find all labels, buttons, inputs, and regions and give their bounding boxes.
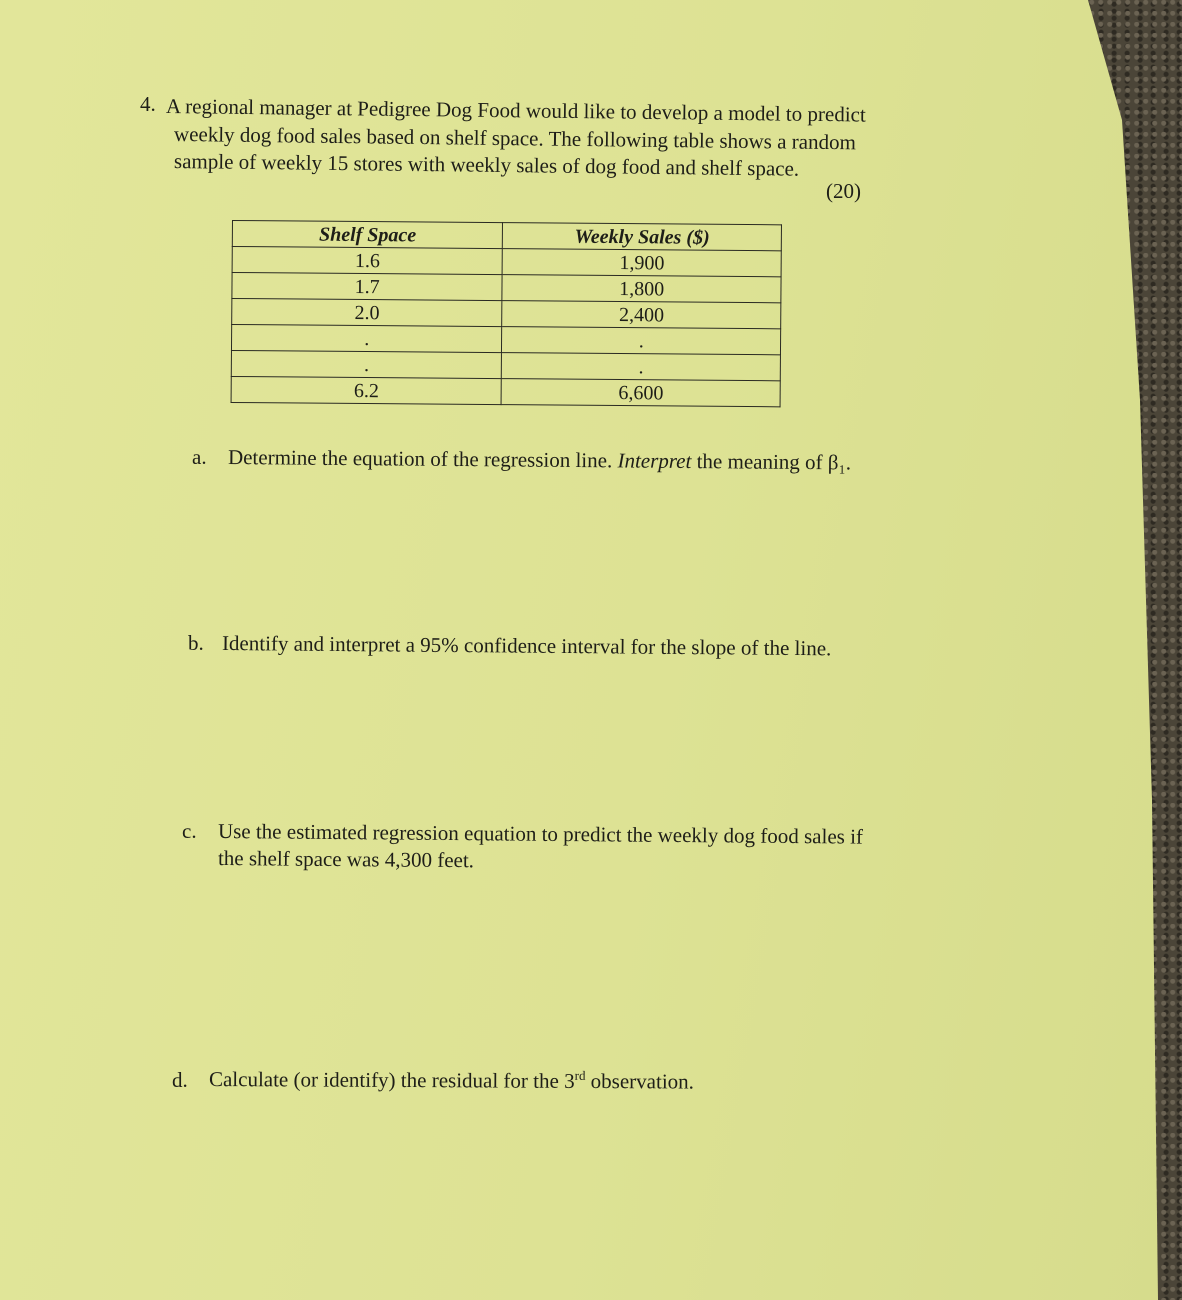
part-d-letter: d. [172, 1068, 188, 1092]
data-table [231, 220, 782, 407]
part-c-letter: c. [182, 819, 197, 843]
part-a-emphasis: Interpret [617, 448, 692, 474]
table-cell: . [231, 350, 502, 378]
table-cell: 1.6 [232, 247, 503, 275]
part-b-letter: b. [188, 631, 204, 655]
part-a-before: Determine the equation of the regression line. [227, 445, 618, 473]
part-a-after: the meaning of β₁. [691, 449, 852, 475]
table-cell: 2.0 [232, 299, 503, 327]
question-number: 4. [140, 92, 156, 116]
table-cell: 1,900 [503, 249, 782, 277]
table-cell: 6.2 [231, 376, 502, 404]
question-line-3: sample of weekly 15 stores with weekly sales of dog food and shelf space. [173, 149, 800, 181]
part-a-letter: a. [192, 445, 207, 469]
table-cell: . [502, 327, 781, 355]
question-line-1: A regional manager at Pedigree Dog Food would like to develop a model to predict [165, 94, 866, 127]
header-weekly-sales: Weekly Sales ($) [503, 223, 782, 251]
part-d-text [209, 1066, 694, 1095]
question-points: (20) [826, 179, 861, 203]
table-cell: . [231, 325, 502, 353]
part-d-before: Calculate (or identify) the residual for the 3 [208, 1067, 575, 1093]
part-d-after: observation. [585, 1068, 695, 1094]
table-cell: 2,400 [502, 301, 781, 329]
part-c-line-1: Use the estimated regression equation to predict the weekly dog food sales if [217, 819, 864, 849]
question-line-2: weekly dog food sales based on shelf space. The following table shows a random [173, 122, 857, 155]
part-a-text [228, 444, 851, 475]
table-cell: 1,800 [502, 275, 781, 303]
table-row [231, 376, 780, 406]
part-d-superscript: rd [574, 1067, 586, 1083]
table-cell: . [502, 353, 781, 381]
part-b-text: Identify and interpret a 95% confidence interval for the slope of the line. [221, 631, 832, 661]
part-c-line-2: the shelf space was 4,300 feet. [217, 846, 475, 873]
table-cell: 1.7 [232, 273, 503, 301]
table-cell: 6,600 [502, 379, 781, 407]
header-shelf-space: Shelf Space [232, 221, 503, 249]
